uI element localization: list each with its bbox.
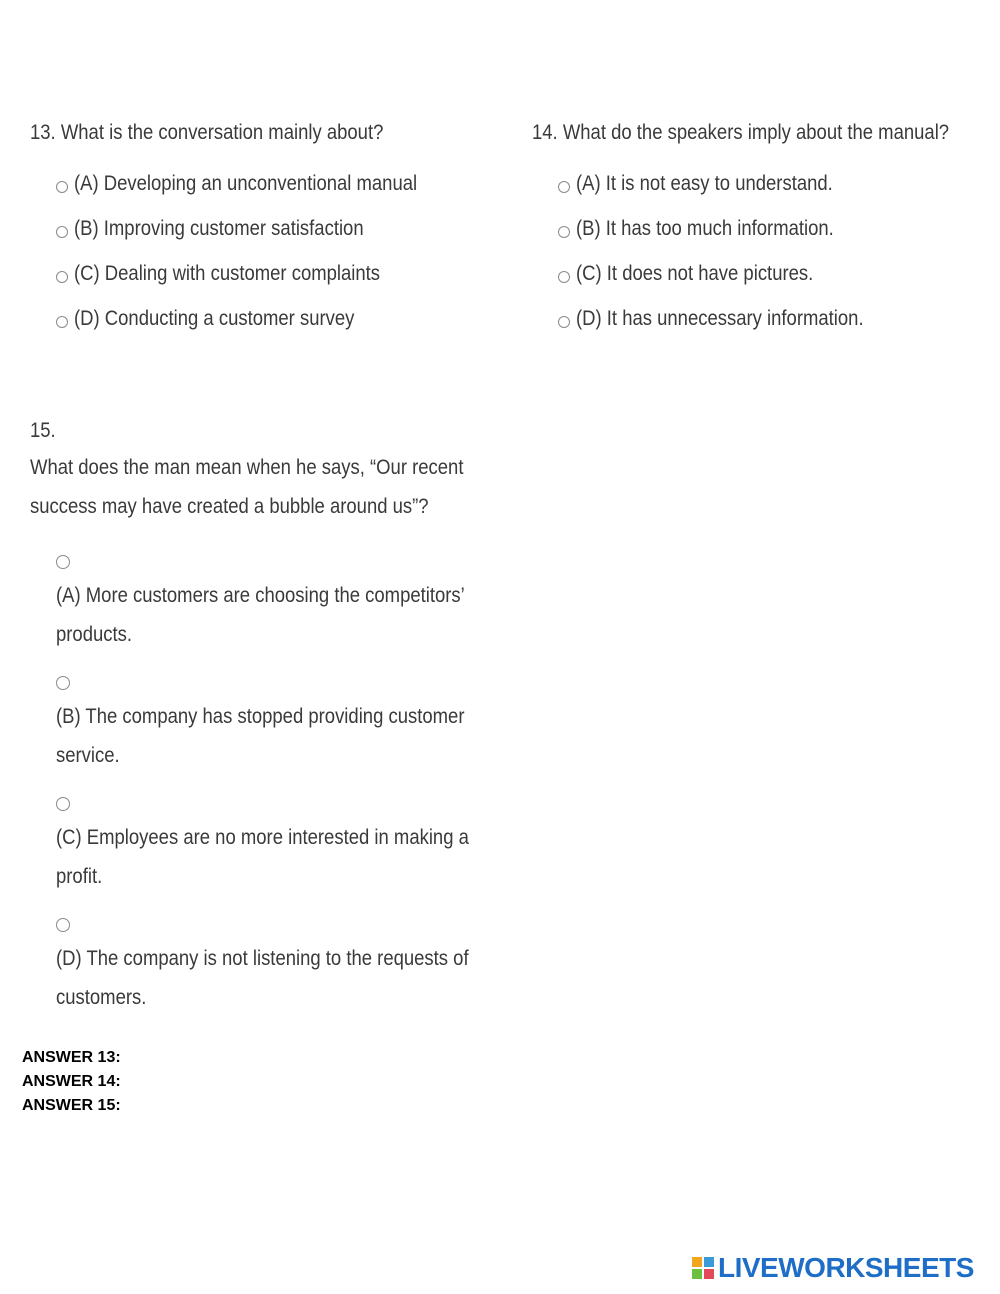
option-label: (A) It is not easy to understand.: [576, 172, 833, 195]
option-line: customers.: [56, 985, 147, 1009]
option-line: products.: [56, 622, 133, 646]
logo-mark-icon: [692, 1257, 714, 1279]
option-label: (D) It has unnecessary information.: [576, 307, 864, 330]
q15-option-d[interactable]: [56, 940, 469, 1017]
answer-15-label: ANSWER 15:: [22, 1097, 121, 1114]
question-15-text: [30, 449, 463, 526]
q15-option-b-radio-icon[interactable]: [56, 676, 70, 690]
q13-option-c[interactable]: [56, 262, 422, 286]
radio-button-icon[interactable]: [56, 271, 68, 283]
q15-option-c[interactable]: [56, 819, 469, 896]
option-line: (C) Employees are no more interested in making a: [56, 826, 469, 849]
option-label: (C) Dealing with customer complaints: [74, 262, 381, 285]
question-13-title: 13. What is the conversation mainly about?: [30, 121, 384, 144]
q15-option-a[interactable]: [56, 577, 465, 654]
radio-button-icon[interactable]: [558, 271, 570, 283]
q15-option-c-radio-icon[interactable]: [56, 797, 70, 811]
radio-button-icon[interactable]: [56, 181, 68, 193]
option-line: service.: [56, 743, 120, 767]
question-15-line-2: success may have created a bubble around us”?: [30, 494, 429, 518]
answer-13-label: ANSWER 13:: [22, 1049, 121, 1066]
option-label: (D) Conducting a customer survey: [74, 307, 355, 330]
q13-option-d[interactable]: [56, 307, 393, 331]
liveworksheets-logo: [692, 1252, 974, 1284]
option-line: profit.: [56, 864, 103, 888]
q14-option-c[interactable]: [558, 262, 846, 286]
radio-button-icon[interactable]: [558, 316, 570, 328]
radio-button-icon[interactable]: [558, 181, 570, 193]
option-line: (D) The company is not listening to the requests of: [56, 947, 469, 970]
radio-button-icon[interactable]: [56, 316, 68, 328]
logo-tile: [704, 1257, 714, 1267]
question-15-line-1: What does the man mean when he says, “Our recent: [30, 456, 464, 479]
q15-option-d-radio-icon[interactable]: [56, 918, 70, 932]
logo-tile: [692, 1257, 702, 1267]
answer-section: [22, 1046, 121, 1118]
option-line: (B) The company has stopped providing customer: [56, 705, 465, 728]
radio-button-icon[interactable]: [56, 226, 68, 238]
answer-14-label: ANSWER 14:: [22, 1073, 121, 1090]
q15-option-a-radio-icon[interactable]: [56, 555, 70, 569]
q14-option-a[interactable]: [558, 172, 868, 196]
question-14-title: 14. What do the speakers imply about the manual?: [532, 121, 950, 144]
logo-tile: [692, 1269, 702, 1279]
option-label: (C) It does not have pictures.: [576, 262, 814, 285]
option-label: (B) It has too much information.: [576, 217, 834, 240]
radio-button-icon[interactable]: [558, 226, 570, 238]
q13-option-a[interactable]: [56, 172, 464, 196]
logo-wordmark: LIVEWORKSHEETS: [718, 1252, 974, 1283]
option-label: (B) Improving customer satisfaction: [74, 217, 364, 240]
q14-option-d[interactable]: [558, 307, 903, 331]
question-15-number: 15.: [30, 419, 56, 442]
logo-tile: [704, 1269, 714, 1279]
q14-option-b[interactable]: [558, 217, 869, 241]
option-label: (A) Developing an unconventional manual: [74, 172, 418, 195]
q15-option-b[interactable]: [56, 698, 464, 775]
option-line: (A) More customers are choosing the competitors’: [56, 584, 465, 607]
q13-option-b[interactable]: [56, 217, 403, 241]
